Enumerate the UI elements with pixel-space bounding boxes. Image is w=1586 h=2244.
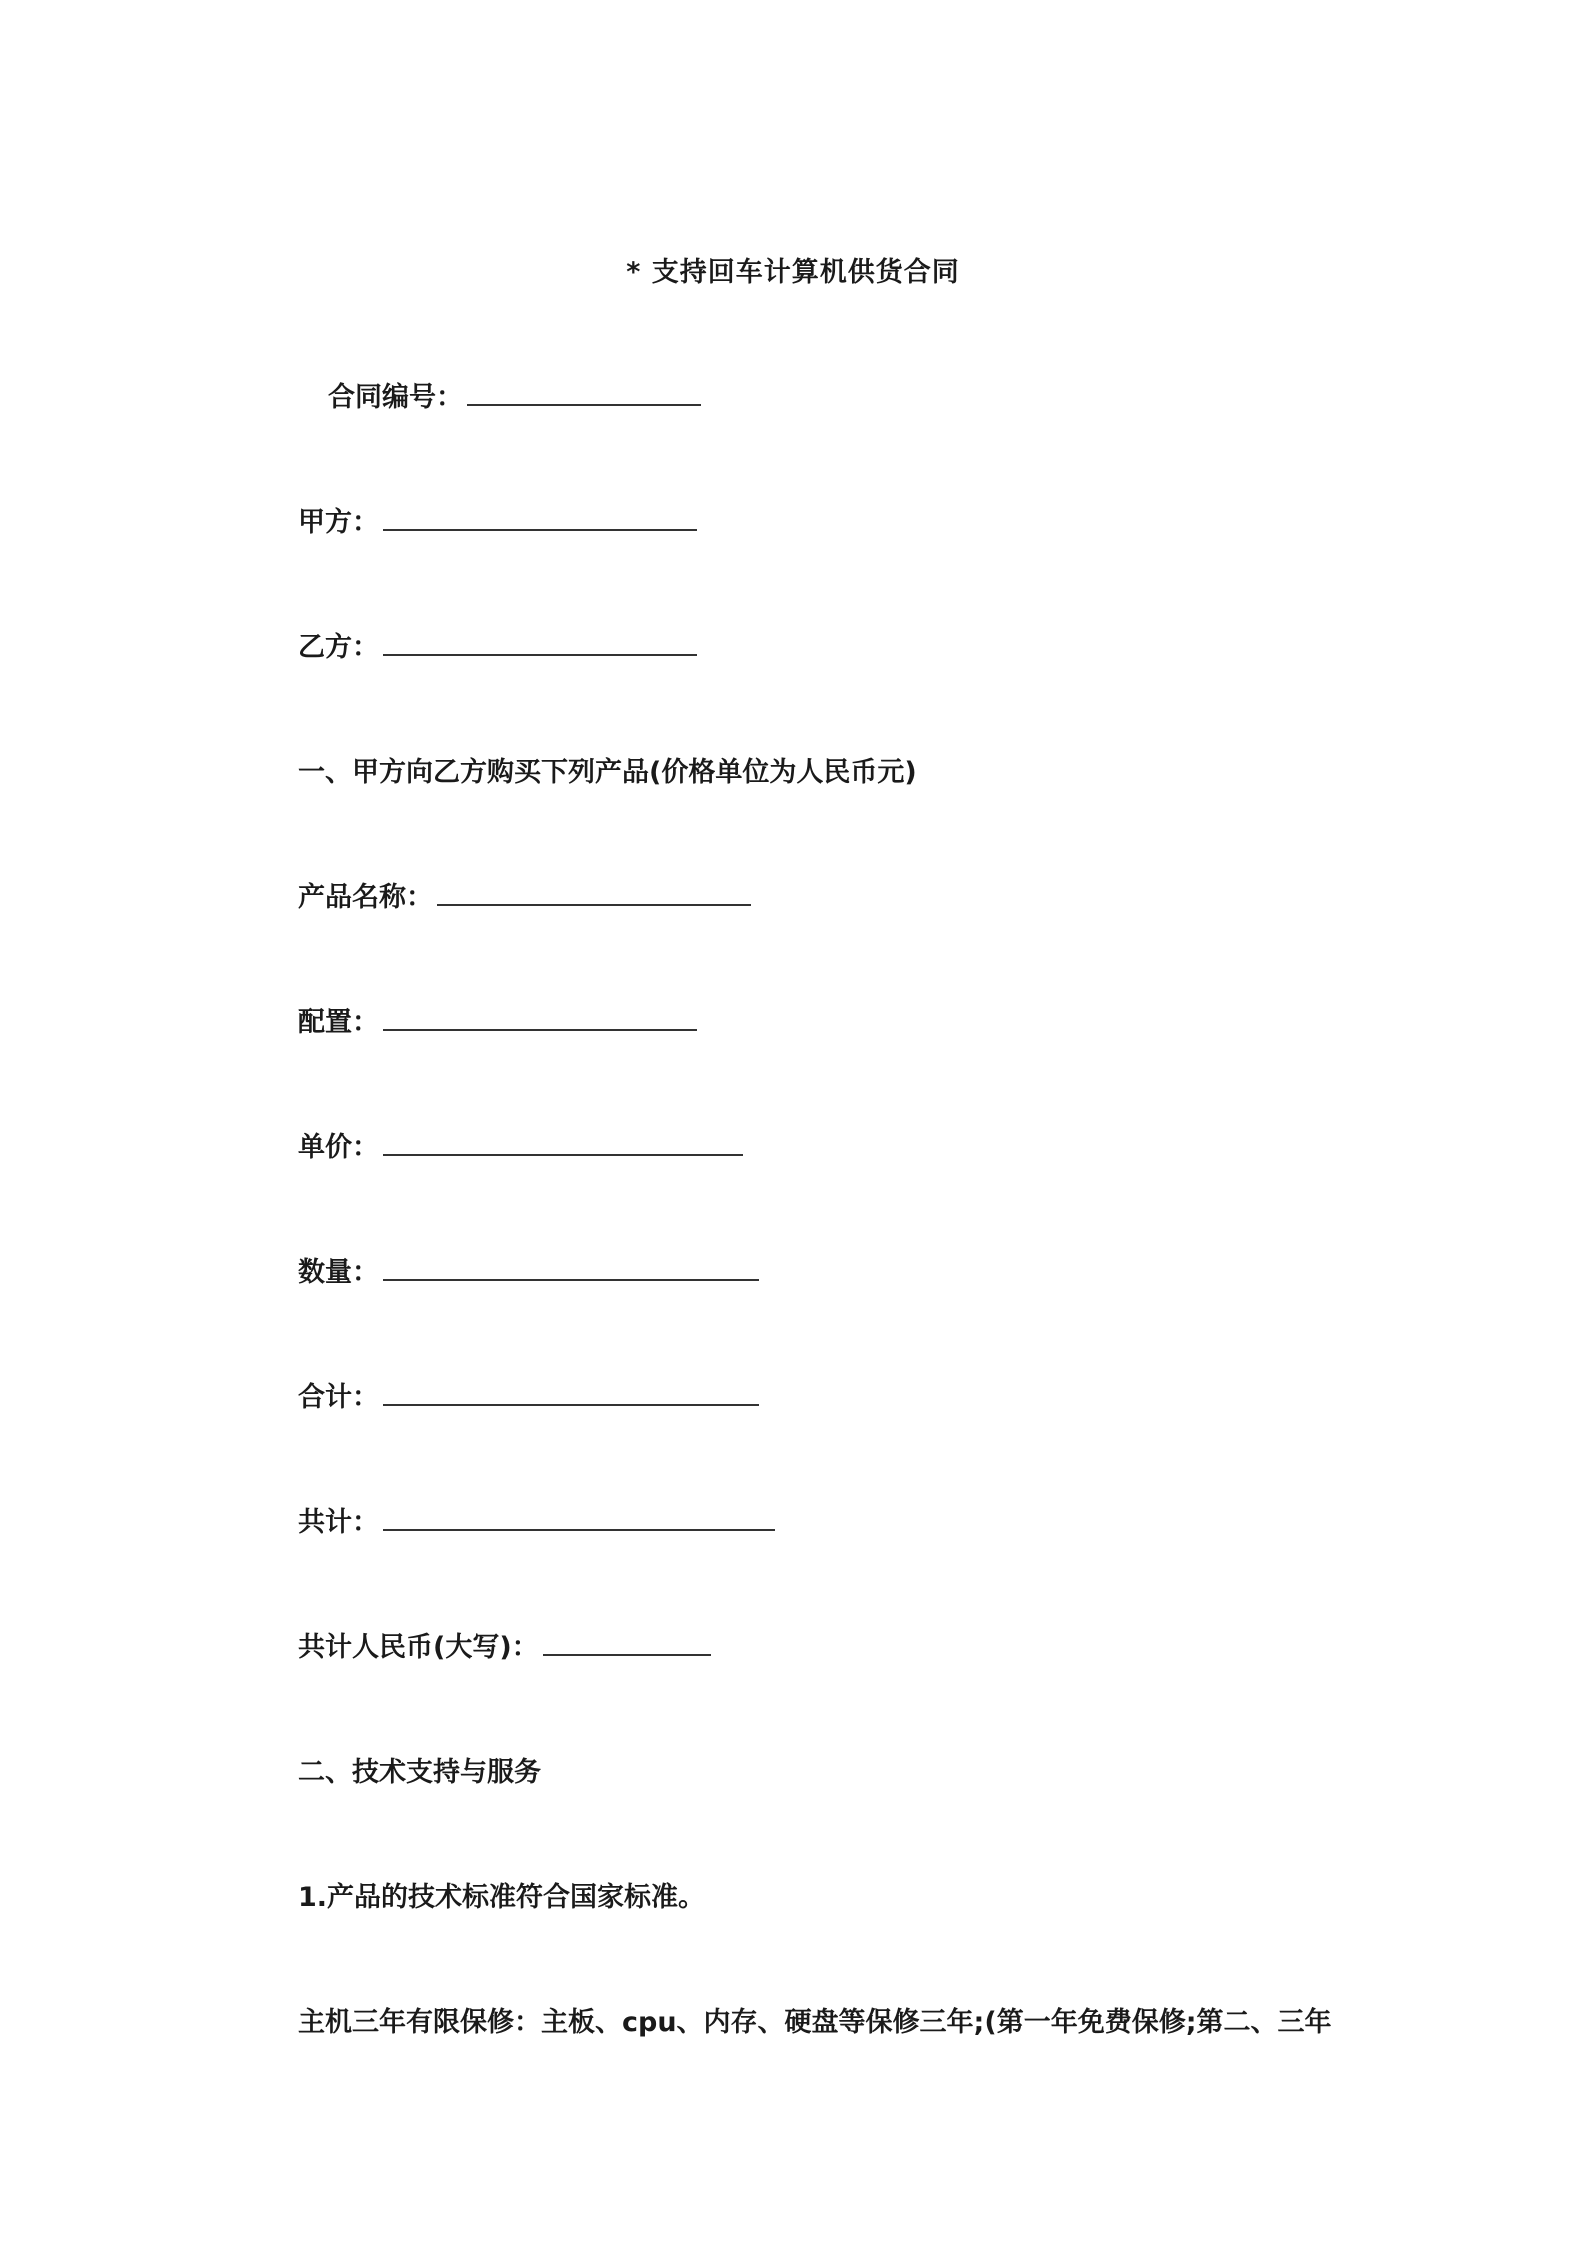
config-blank[interactable]: [383, 1007, 697, 1031]
total-blank[interactable]: [383, 1507, 775, 1531]
config-line: [298, 1003, 697, 1043]
total-rmb-label: 共计人民币(大写)：: [298, 1632, 539, 1663]
warranty-text: 主机三年有限保修：主板、cpu、内存、硬盘等保修三年;(第一年免费保修;第二、三年: [298, 2007, 1332, 2038]
unit-price-label: 单价：: [298, 1132, 379, 1163]
subtotal-line: [298, 1378, 759, 1418]
subtotal-blank[interactable]: [383, 1382, 759, 1406]
quantity-blank[interactable]: [383, 1257, 759, 1281]
party-b-line: [298, 628, 697, 668]
contract-number-blank[interactable]: [467, 382, 701, 406]
quantity-line: [298, 1253, 759, 1293]
party-b-label: 乙方：: [298, 632, 379, 663]
party-a-blank[interactable]: [383, 507, 697, 531]
section1-heading: 一、甲方向乙方购买下列产品(价格单位为人民币元): [298, 757, 917, 788]
product-name-label: 产品名称：: [298, 882, 433, 913]
unit-price-line: [298, 1128, 743, 1168]
document-title: * 支持回车计算机供货合同: [626, 257, 960, 288]
quantity-label: 数量：: [298, 1257, 379, 1288]
total-rmb-line: [298, 1628, 711, 1668]
unit-price-blank[interactable]: [383, 1132, 743, 1156]
party-a-line: [298, 503, 697, 543]
product-name-line: [298, 878, 751, 918]
total-rmb-blank[interactable]: [543, 1632, 711, 1656]
total-label: 共计：: [298, 1507, 379, 1538]
subtotal-label: 合计：: [298, 1382, 379, 1413]
party-a-label: 甲方：: [298, 507, 379, 538]
contract-number-label: 合同编号：: [328, 382, 463, 413]
config-label: 配置：: [298, 1007, 379, 1038]
product-name-blank[interactable]: [437, 882, 751, 906]
section2-heading: 二、技术支持与服务: [298, 1757, 541, 1788]
item1-text: 1.产品的技术标准符合国家标准。: [298, 1882, 706, 1913]
total-line: [298, 1503, 775, 1543]
party-b-blank[interactable]: [383, 632, 697, 656]
contract-number-line: [328, 378, 701, 418]
